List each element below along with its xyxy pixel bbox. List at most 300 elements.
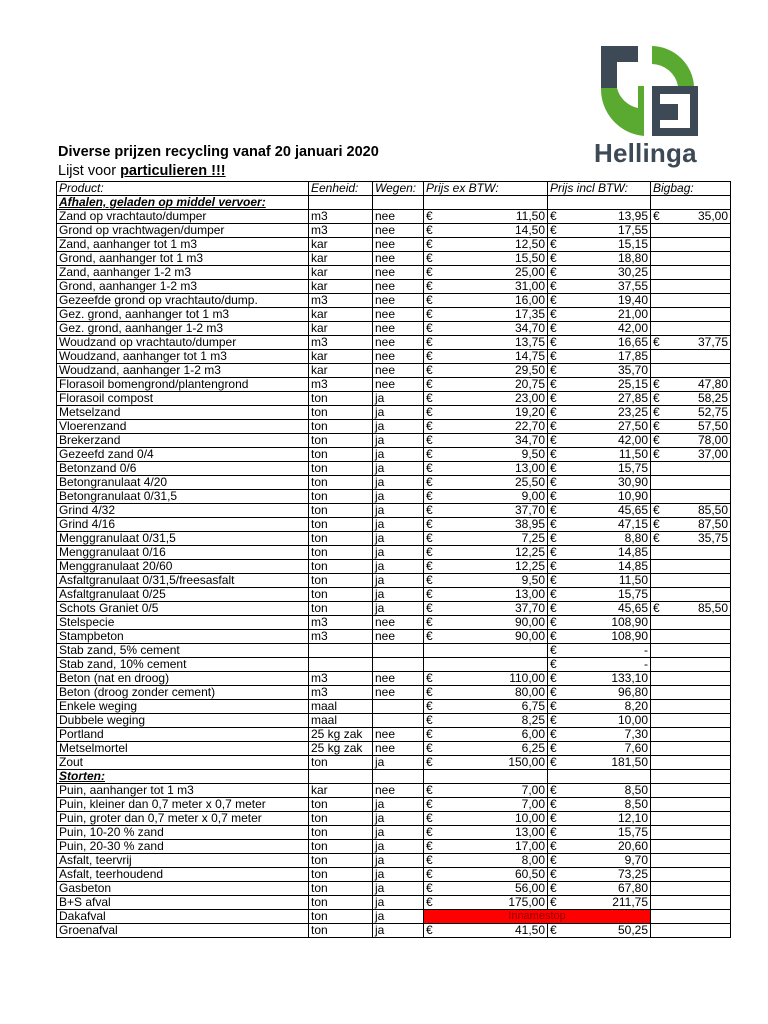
product-cell: Asfalt, teervrij bbox=[57, 854, 309, 868]
unit-cell bbox=[309, 644, 373, 658]
product-cell: Zand, aanhanger 1-2 m3 bbox=[57, 266, 309, 280]
currency-symbol bbox=[651, 350, 671, 364]
unit-cell: ton bbox=[309, 588, 373, 602]
weigh-cell: ja bbox=[373, 448, 424, 462]
product-cell: Gezeefd zand 0/4 bbox=[57, 448, 309, 462]
table-row bbox=[57, 462, 731, 476]
unit-cell: 25 kg zak bbox=[309, 728, 373, 742]
product-cell: Metselzand bbox=[57, 406, 309, 420]
bigbag-price-cell bbox=[671, 280, 731, 294]
currency-symbol: € bbox=[548, 336, 568, 350]
currency-symbol: € bbox=[651, 532, 671, 546]
table-row bbox=[57, 406, 731, 420]
currency-symbol bbox=[651, 798, 671, 812]
unit-cell: m3 bbox=[309, 686, 373, 700]
product-cell: Woudzand op vrachtauto/dumper bbox=[57, 336, 309, 350]
currency-symbol: € bbox=[548, 406, 568, 420]
weigh-cell: nee bbox=[373, 224, 424, 238]
weigh-cell: ja bbox=[373, 490, 424, 504]
product-cell: Grond op vrachtwagen/dumper bbox=[57, 224, 309, 238]
product-cell: Gez. grond, aanhanger tot 1 m3 bbox=[57, 308, 309, 322]
currency-symbol: € bbox=[424, 322, 444, 336]
price-ex-cell: 10,00 bbox=[444, 812, 548, 826]
price-ex-cell: 13,00 bbox=[444, 826, 548, 840]
price-ex-cell: 41,50 bbox=[444, 924, 548, 938]
unit-cell: ton bbox=[309, 448, 373, 462]
weigh-cell: nee bbox=[373, 672, 424, 686]
price-incl-cell: 11,50 bbox=[568, 574, 651, 588]
product-cell: Gasbeton bbox=[57, 882, 309, 896]
currency-symbol: € bbox=[548, 868, 568, 882]
currency-symbol bbox=[651, 686, 671, 700]
currency-symbol: € bbox=[424, 588, 444, 602]
currency-symbol: € bbox=[548, 728, 568, 742]
currency-symbol: € bbox=[424, 476, 444, 490]
weigh-cell: ja bbox=[373, 840, 424, 854]
price-incl-cell: 42,00 bbox=[568, 434, 651, 448]
weigh-cell: ja bbox=[373, 924, 424, 938]
currency-symbol: € bbox=[424, 896, 444, 910]
empty-cell bbox=[548, 196, 568, 210]
currency-symbol: € bbox=[424, 294, 444, 308]
product-cell: Asfaltgranulaat 0/25 bbox=[57, 588, 309, 602]
price-incl-cell: 9,70 bbox=[568, 854, 651, 868]
price-incl-cell: 30,25 bbox=[568, 266, 651, 280]
currency-symbol bbox=[651, 882, 671, 896]
weigh-cell: nee bbox=[373, 728, 424, 742]
currency-symbol: € bbox=[424, 462, 444, 476]
currency-symbol: € bbox=[548, 742, 568, 756]
weigh-cell: nee bbox=[373, 266, 424, 280]
currency-symbol: € bbox=[424, 924, 444, 938]
currency-symbol bbox=[424, 644, 444, 658]
weigh-cell: nee bbox=[373, 322, 424, 336]
price-incl-cell: 37,55 bbox=[568, 280, 651, 294]
currency-symbol: € bbox=[424, 812, 444, 826]
currency-symbol: € bbox=[548, 252, 568, 266]
unit-cell: 25 kg zak bbox=[309, 742, 373, 756]
currency-symbol: € bbox=[548, 294, 568, 308]
price-incl-cell: 12,10 bbox=[568, 812, 651, 826]
bigbag-price-cell bbox=[671, 546, 731, 560]
currency-symbol bbox=[651, 560, 671, 574]
currency-symbol: € bbox=[548, 420, 568, 434]
currency-symbol: € bbox=[424, 784, 444, 798]
currency-symbol: € bbox=[548, 602, 568, 616]
bigbag-price-cell bbox=[671, 924, 731, 938]
unit-cell: ton bbox=[309, 924, 373, 938]
unit-cell: ton bbox=[309, 406, 373, 420]
product-cell: Stelspecie bbox=[57, 616, 309, 630]
price-incl-cell: 15,75 bbox=[568, 462, 651, 476]
price-ex-cell: 90,00 bbox=[444, 630, 548, 644]
price-incl-cell: 11,50 bbox=[568, 448, 651, 462]
currency-symbol: € bbox=[548, 616, 568, 630]
unit-cell: ton bbox=[309, 420, 373, 434]
weigh-cell: nee bbox=[373, 350, 424, 364]
price-incl-cell: 30,90 bbox=[568, 476, 651, 490]
table-row bbox=[57, 308, 731, 322]
bigbag-price-cell: 37,75 bbox=[671, 336, 731, 350]
table-row bbox=[57, 434, 731, 448]
unit-cell: maal bbox=[309, 714, 373, 728]
bigbag-price-cell bbox=[671, 224, 731, 238]
currency-symbol: € bbox=[548, 798, 568, 812]
currency-symbol: € bbox=[424, 420, 444, 434]
product-cell: Puin, kleiner dan 0,7 meter x 0,7 meter bbox=[57, 798, 309, 812]
price-ex-cell: 25,00 bbox=[444, 266, 548, 280]
currency-symbol: € bbox=[424, 714, 444, 728]
price-ex-cell: 110,00 bbox=[444, 672, 548, 686]
currency-symbol bbox=[651, 294, 671, 308]
empty-cell bbox=[424, 770, 444, 784]
currency-symbol: € bbox=[424, 700, 444, 714]
bigbag-price-cell bbox=[671, 294, 731, 308]
table-row bbox=[57, 574, 731, 588]
header-price-incl: Prijs incl BTW: bbox=[548, 182, 651, 196]
currency-symbol bbox=[651, 588, 671, 602]
currency-symbol: € bbox=[548, 378, 568, 392]
table-row bbox=[57, 490, 731, 504]
unit-cell: kar bbox=[309, 350, 373, 364]
unit-cell: ton bbox=[309, 462, 373, 476]
weigh-cell bbox=[373, 700, 424, 714]
product-cell: Brekerzand bbox=[57, 434, 309, 448]
unit-cell: ton bbox=[309, 560, 373, 574]
bigbag-price-cell bbox=[671, 910, 731, 924]
unit-cell: m3 bbox=[309, 210, 373, 224]
product-cell: Grind 4/16 bbox=[57, 518, 309, 532]
currency-symbol: € bbox=[424, 798, 444, 812]
table-header-row bbox=[57, 182, 731, 196]
currency-symbol bbox=[651, 630, 671, 644]
unit-cell: kar bbox=[309, 364, 373, 378]
unit-cell: ton bbox=[309, 490, 373, 504]
currency-symbol: € bbox=[548, 322, 568, 336]
currency-symbol: € bbox=[548, 672, 568, 686]
product-cell: Grind 4/32 bbox=[57, 504, 309, 518]
price-ex-cell: 29,50 bbox=[444, 364, 548, 378]
price-incl-cell: 8,20 bbox=[568, 700, 651, 714]
bigbag-price-cell: 57,50 bbox=[671, 420, 731, 434]
product-cell: Puin, groter dan 0,7 meter x 0,7 meter bbox=[57, 812, 309, 826]
unit-cell: ton bbox=[309, 434, 373, 448]
table-row bbox=[57, 896, 731, 910]
product-cell: Schots Graniet 0/5 bbox=[57, 602, 309, 616]
price-incl-cell: 42,00 bbox=[568, 322, 651, 336]
currency-symbol bbox=[651, 364, 671, 378]
product-cell: Betongranulaat 0/31,5 bbox=[57, 490, 309, 504]
currency-symbol: € bbox=[424, 336, 444, 350]
price-ex-cell: 15,50 bbox=[444, 252, 548, 266]
table-row bbox=[57, 532, 731, 546]
currency-symbol: € bbox=[548, 280, 568, 294]
table-row bbox=[57, 812, 731, 826]
currency-symbol: € bbox=[424, 616, 444, 630]
currency-symbol bbox=[651, 546, 671, 560]
empty-cell bbox=[309, 196, 373, 210]
currency-symbol: € bbox=[424, 238, 444, 252]
table-row bbox=[57, 826, 731, 840]
product-cell: B+S afval bbox=[57, 896, 309, 910]
weigh-cell: nee bbox=[373, 280, 424, 294]
weigh-cell bbox=[373, 658, 424, 672]
currency-symbol: € bbox=[651, 210, 671, 224]
currency-symbol bbox=[651, 322, 671, 336]
price-incl-cell: 8,50 bbox=[568, 784, 651, 798]
currency-symbol bbox=[651, 238, 671, 252]
bigbag-price-cell bbox=[671, 784, 731, 798]
bigbag-price-cell bbox=[671, 266, 731, 280]
product-cell: Zout bbox=[57, 756, 309, 770]
price-ex-cell: 16,00 bbox=[444, 294, 548, 308]
bigbag-price-cell: 58,25 bbox=[671, 392, 731, 406]
currency-symbol: € bbox=[548, 560, 568, 574]
weigh-cell: nee bbox=[373, 630, 424, 644]
weigh-cell: nee bbox=[373, 686, 424, 700]
price-ex-cell: 6,25 bbox=[444, 742, 548, 756]
price-ex-cell: 13,00 bbox=[444, 588, 548, 602]
weigh-cell: nee bbox=[373, 364, 424, 378]
table-row bbox=[57, 714, 731, 728]
empty-cell bbox=[444, 196, 548, 210]
weigh-cell: ja bbox=[373, 854, 424, 868]
weigh-cell bbox=[373, 714, 424, 728]
price-incl-cell: 10,00 bbox=[568, 714, 651, 728]
unit-cell: ton bbox=[309, 840, 373, 854]
currency-symbol bbox=[651, 672, 671, 686]
currency-symbol: € bbox=[548, 812, 568, 826]
currency-symbol: € bbox=[548, 644, 568, 658]
weigh-cell: ja bbox=[373, 910, 424, 924]
currency-symbol: € bbox=[424, 490, 444, 504]
unit-cell: kar bbox=[309, 238, 373, 252]
unit-cell: ton bbox=[309, 546, 373, 560]
unit-cell: ton bbox=[309, 574, 373, 588]
currency-symbol: € bbox=[548, 840, 568, 854]
currency-symbol bbox=[651, 924, 671, 938]
page-subtitle bbox=[58, 163, 226, 179]
currency-symbol: € bbox=[548, 350, 568, 364]
price-incl-cell: 17,85 bbox=[568, 350, 651, 364]
product-cell: Woudzand, aanhanger tot 1 m3 bbox=[57, 350, 309, 364]
currency-symbol bbox=[651, 812, 671, 826]
currency-symbol: € bbox=[548, 882, 568, 896]
price-incl-cell: 7,60 bbox=[568, 742, 651, 756]
currency-symbol: € bbox=[424, 224, 444, 238]
bigbag-price-cell bbox=[671, 840, 731, 854]
table-row bbox=[57, 672, 731, 686]
logo-wordmark: Hellinga bbox=[594, 138, 697, 168]
currency-symbol: € bbox=[548, 392, 568, 406]
weigh-cell: nee bbox=[373, 784, 424, 798]
product-cell: Menggranulaat 20/60 bbox=[57, 560, 309, 574]
table-row bbox=[57, 364, 731, 378]
weigh-cell: ja bbox=[373, 812, 424, 826]
bigbag-price-cell: 78,00 bbox=[671, 434, 731, 448]
price-incl-cell: 14,85 bbox=[568, 546, 651, 560]
weigh-cell: ja bbox=[373, 798, 424, 812]
price-incl-cell: 27,85 bbox=[568, 392, 651, 406]
price-ex-cell: 12,25 bbox=[444, 546, 548, 560]
bigbag-price-cell: 37,00 bbox=[671, 448, 731, 462]
company-logo bbox=[594, 42, 700, 169]
currency-symbol: € bbox=[548, 630, 568, 644]
currency-symbol: € bbox=[651, 504, 671, 518]
currency-symbol bbox=[651, 826, 671, 840]
price-incl-cell: 35,70 bbox=[568, 364, 651, 378]
unit-cell: maal bbox=[309, 700, 373, 714]
table-row bbox=[57, 644, 731, 658]
currency-symbol: € bbox=[424, 756, 444, 770]
unit-cell: kar bbox=[309, 784, 373, 798]
bigbag-price-cell bbox=[671, 882, 731, 896]
empty-cell bbox=[651, 770, 671, 784]
weigh-cell: ja bbox=[373, 588, 424, 602]
price-ex-cell: 9,00 bbox=[444, 490, 548, 504]
product-cell: Vloerenzand bbox=[57, 420, 309, 434]
price-incl-cell: 45,65 bbox=[568, 602, 651, 616]
table-row bbox=[57, 868, 731, 882]
currency-symbol bbox=[651, 616, 671, 630]
bigbag-price-cell bbox=[671, 742, 731, 756]
currency-symbol: € bbox=[424, 868, 444, 882]
currency-symbol: € bbox=[424, 406, 444, 420]
currency-symbol: € bbox=[548, 504, 568, 518]
unit-cell: m3 bbox=[309, 378, 373, 392]
table-row bbox=[57, 756, 731, 770]
table-row bbox=[57, 910, 731, 924]
product-cell: Puin, 20-30 % zand bbox=[57, 840, 309, 854]
currency-symbol: € bbox=[424, 378, 444, 392]
product-cell: Puin, aanhanger tot 1 m3 bbox=[57, 784, 309, 798]
unit-cell: ton bbox=[309, 602, 373, 616]
empty-cell bbox=[373, 770, 424, 784]
table-row bbox=[57, 840, 731, 854]
price-incl-cell: 67,80 bbox=[568, 882, 651, 896]
weigh-cell: ja bbox=[373, 462, 424, 476]
price-incl-cell: 108,90 bbox=[568, 630, 651, 644]
price-incl-cell: 73,25 bbox=[568, 868, 651, 882]
unit-cell: ton bbox=[309, 882, 373, 896]
price-ex-cell: 19,20 bbox=[444, 406, 548, 420]
unit-cell: ton bbox=[309, 910, 373, 924]
table-row bbox=[57, 378, 731, 392]
table-row bbox=[57, 658, 731, 672]
price-incl-cell: 7,30 bbox=[568, 728, 651, 742]
table-row bbox=[57, 448, 731, 462]
table-row bbox=[57, 518, 731, 532]
currency-symbol: € bbox=[424, 350, 444, 364]
price-ex-cell: 25,50 bbox=[444, 476, 548, 490]
table-row bbox=[57, 854, 731, 868]
bigbag-price-cell bbox=[671, 728, 731, 742]
unit-cell: ton bbox=[309, 476, 373, 490]
table-row bbox=[57, 252, 731, 266]
currency-symbol: € bbox=[424, 672, 444, 686]
bigbag-price-cell bbox=[671, 854, 731, 868]
unit-cell: m3 bbox=[309, 336, 373, 350]
unit-cell: ton bbox=[309, 812, 373, 826]
currency-symbol bbox=[651, 280, 671, 294]
intake-stop-note: Innamestop bbox=[424, 910, 651, 924]
weigh-cell: nee bbox=[373, 252, 424, 266]
bigbag-price-cell bbox=[671, 588, 731, 602]
currency-symbol: € bbox=[424, 854, 444, 868]
price-incl-cell: 10,90 bbox=[568, 490, 651, 504]
currency-symbol: € bbox=[424, 252, 444, 266]
currency-symbol: € bbox=[548, 364, 568, 378]
bigbag-price-cell bbox=[671, 658, 731, 672]
currency-symbol: € bbox=[548, 434, 568, 448]
bigbag-price-cell: 85,50 bbox=[671, 602, 731, 616]
table-row bbox=[57, 602, 731, 616]
bigbag-price-cell bbox=[671, 476, 731, 490]
weigh-cell: ja bbox=[373, 896, 424, 910]
product-cell: Asfaltgranulaat 0/31,5/freesasfalt bbox=[57, 574, 309, 588]
currency-symbol bbox=[651, 700, 671, 714]
price-ex-cell: 37,70 bbox=[444, 602, 548, 616]
currency-symbol: € bbox=[424, 742, 444, 756]
empty-cell bbox=[309, 770, 373, 784]
price-incl-cell: 133,10 bbox=[568, 672, 651, 686]
bigbag-price-cell: 85,50 bbox=[671, 504, 731, 518]
table-row bbox=[57, 280, 731, 294]
weigh-cell: ja bbox=[373, 518, 424, 532]
section-header-row bbox=[57, 196, 731, 210]
subtitle-prefix: Lijst voor bbox=[58, 163, 121, 179]
currency-symbol: € bbox=[424, 210, 444, 224]
bigbag-price-cell: 35,00 bbox=[671, 210, 731, 224]
price-incl-cell: 8,80 bbox=[568, 532, 651, 546]
price-ex-cell: 80,00 bbox=[444, 686, 548, 700]
currency-symbol: € bbox=[651, 420, 671, 434]
unit-cell: ton bbox=[309, 504, 373, 518]
currency-symbol: € bbox=[548, 896, 568, 910]
unit-cell: ton bbox=[309, 854, 373, 868]
currency-symbol: € bbox=[651, 448, 671, 462]
weigh-cell: ja bbox=[373, 756, 424, 770]
section-title: Storten: bbox=[57, 770, 309, 784]
price-ex-cell: 8,25 bbox=[444, 714, 548, 728]
product-cell: Florasoil bomengrond/plantengrond bbox=[57, 378, 309, 392]
currency-symbol: € bbox=[651, 434, 671, 448]
empty-cell bbox=[373, 196, 424, 210]
empty-cell bbox=[671, 196, 731, 210]
price-ex-cell: 6,75 bbox=[444, 700, 548, 714]
table-row bbox=[57, 700, 731, 714]
weigh-cell: ja bbox=[373, 560, 424, 574]
currency-symbol bbox=[651, 476, 671, 490]
header-weigh: Wegen: bbox=[373, 182, 424, 196]
product-cell: Florasoil compost bbox=[57, 392, 309, 406]
unit-cell: m3 bbox=[309, 672, 373, 686]
table-row bbox=[57, 476, 731, 490]
table-row bbox=[57, 728, 731, 742]
unit-cell: ton bbox=[309, 756, 373, 770]
currency-symbol: € bbox=[548, 546, 568, 560]
unit-cell: kar bbox=[309, 266, 373, 280]
currency-symbol: € bbox=[651, 378, 671, 392]
currency-symbol: € bbox=[424, 546, 444, 560]
hellinga-logo-icon bbox=[598, 42, 698, 136]
product-cell: Asfalt, teerhoudend bbox=[57, 868, 309, 882]
bigbag-price-cell bbox=[671, 686, 731, 700]
header-unit: Eenheid: bbox=[309, 182, 373, 196]
price-incl-cell: 15,75 bbox=[568, 826, 651, 840]
currency-symbol: € bbox=[424, 686, 444, 700]
currency-symbol: € bbox=[548, 476, 568, 490]
